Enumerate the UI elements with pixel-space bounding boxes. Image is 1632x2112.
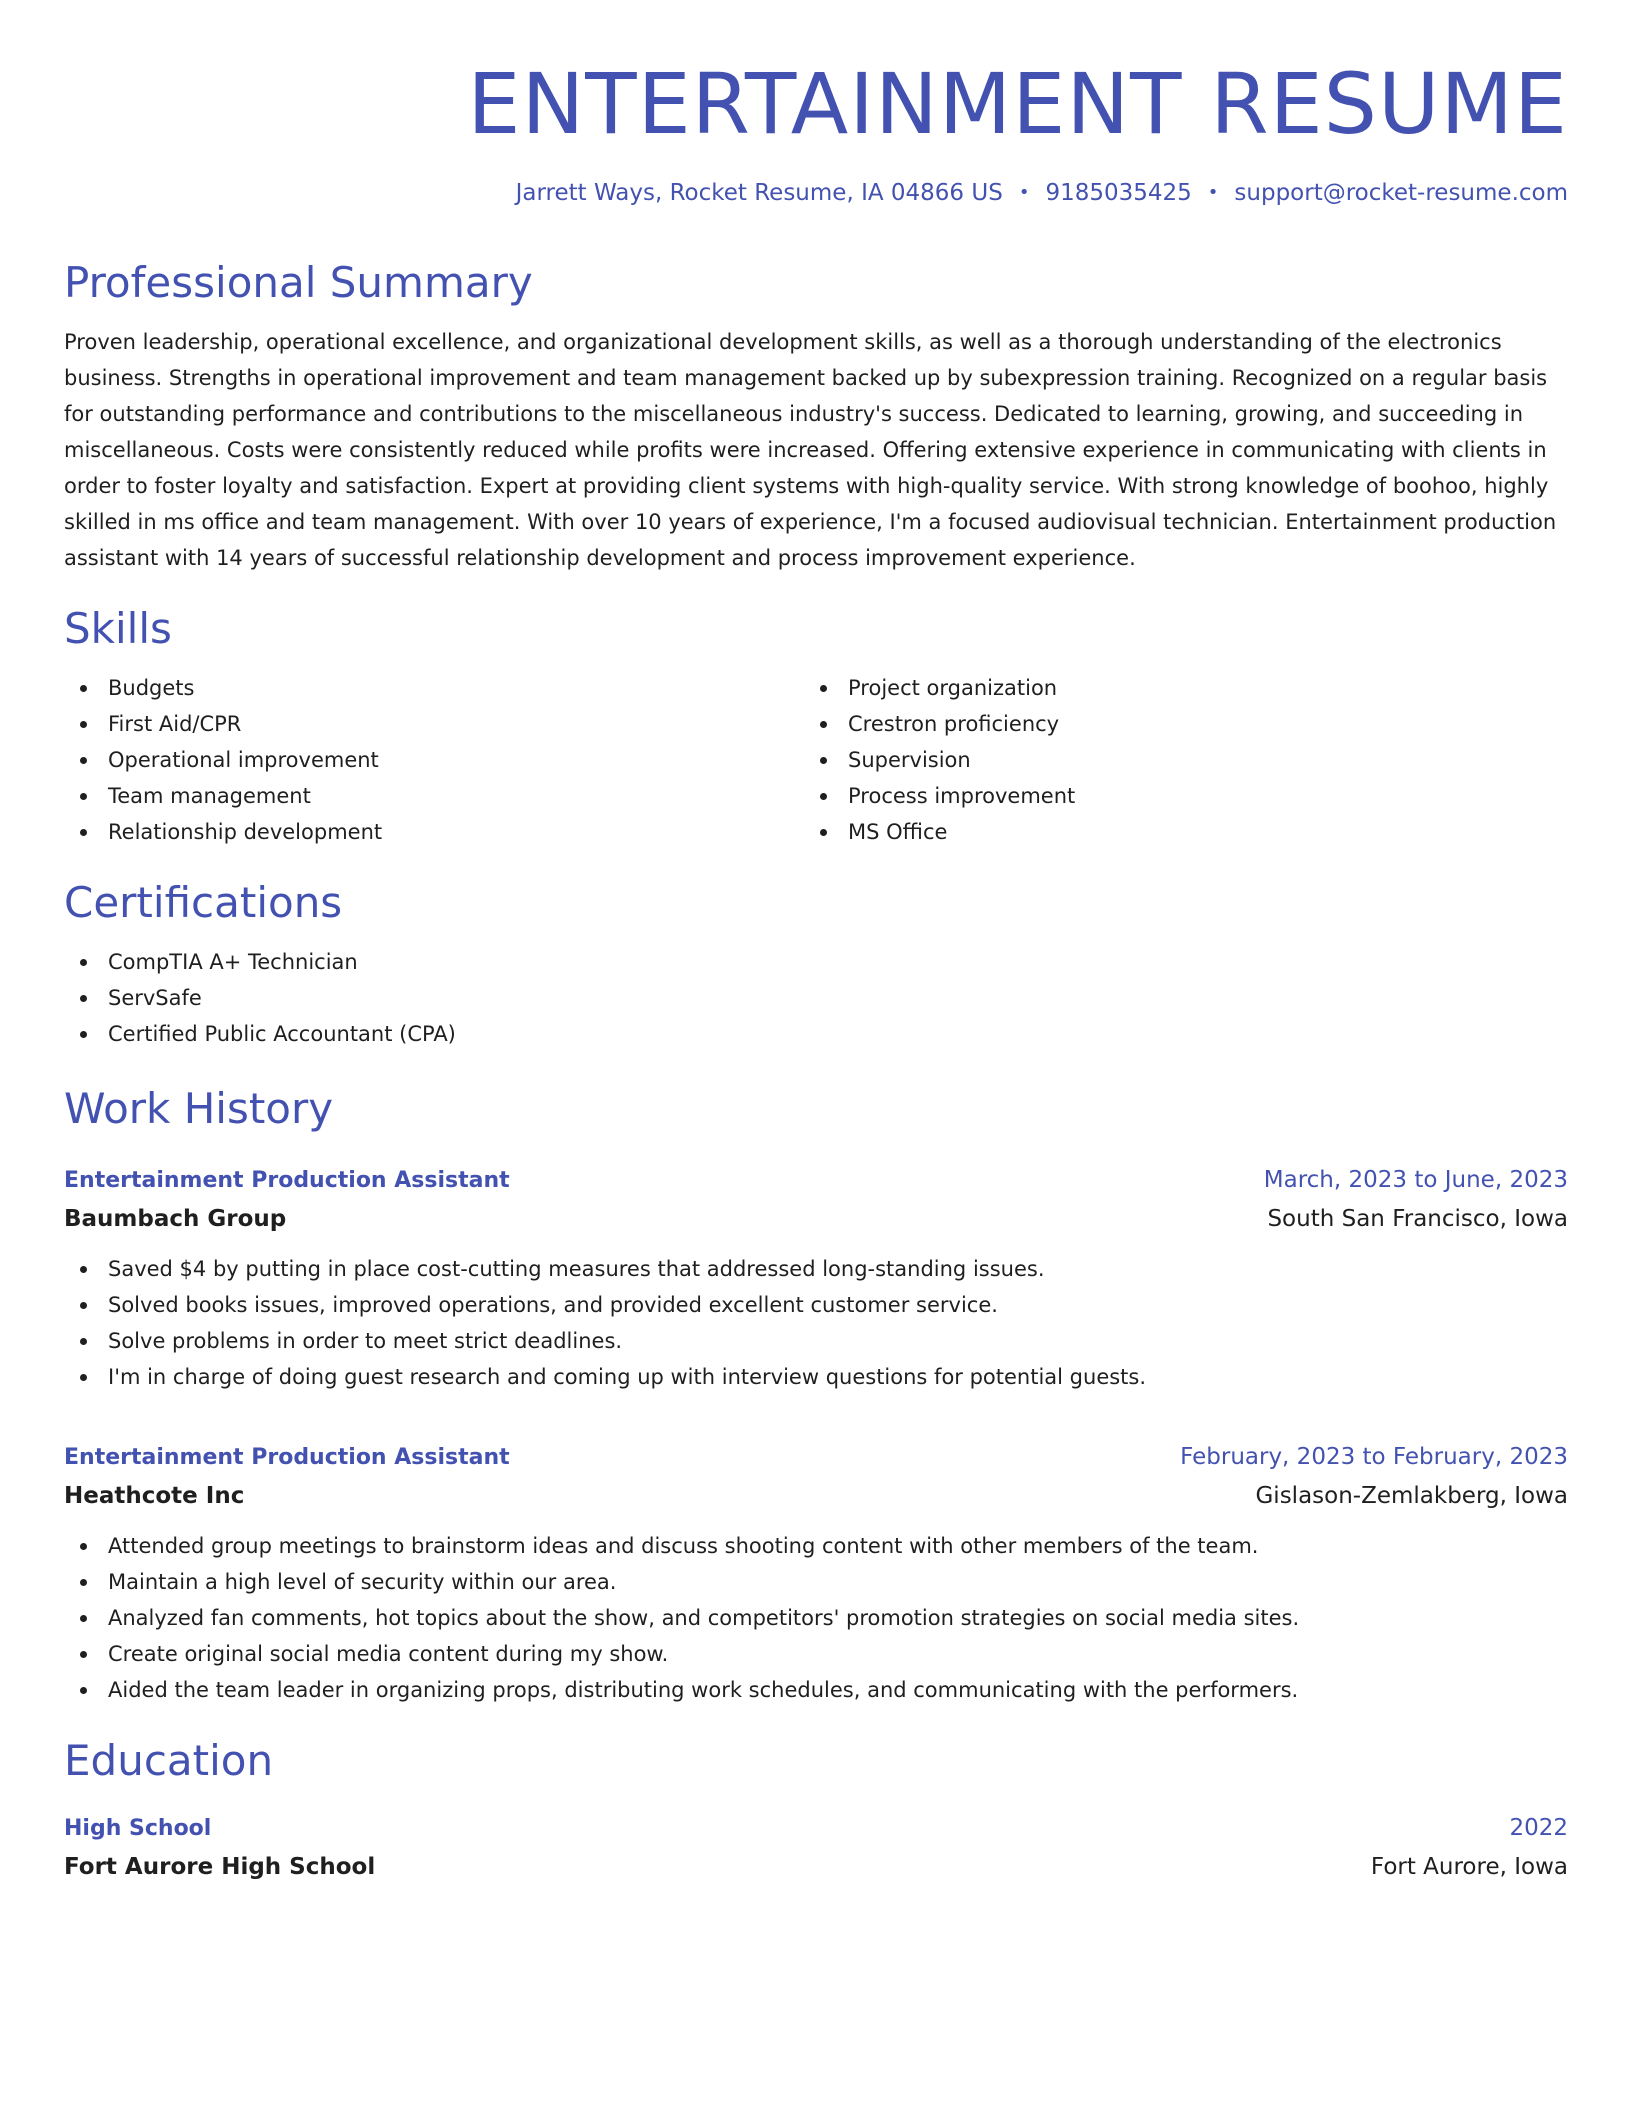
job-title-row: [64, 1439, 1568, 1476]
job-bullet: I'm in charge of doing guest research and coming up with interview questions for potential guests.: [64, 1359, 1568, 1395]
skill-item: Crestron proficiency: [804, 706, 1544, 742]
certifications-list: [64, 944, 1568, 1052]
job-bullet: Solved books issues, improved operations, and provided excellent customer service.: [64, 1287, 1568, 1323]
summary-text: Proven leadership, operational excellence, and organizational development skills, as well as a thorough understanding of the electronics business. Strengths in operational improvement and team management backed up by subexpression training. Recognized on a regular basis for outstanding performance and contributions to the miscellaneous industry's success. Dedicated to learning, growing, and succeeding in miscellaneous. Costs were consistently reduced while profits were increased. Offering extensive experience in communicating with clients in order to foster loyalty and satisfaction. Expert at providing client systems with high-quality service. With strong knowledge of boohoo, highly skilled in ms office and team management. With over 10 years of experience, I'm a focused audiovisual technician. Entertainment production assistant with 14 years of successful relationship development and process improvement experience.: [64, 330, 1557, 570]
job-bullets: [64, 1251, 1568, 1395]
skill-item: First Aid/CPR: [64, 706, 804, 742]
skill-item: Team management: [64, 778, 804, 814]
job-title-row: [64, 1162, 1568, 1199]
job-entry: [64, 1162, 1568, 1395]
job-company: Heathcote Inc: [64, 1483, 245, 1509]
job-title: Entertainment Production Assistant: [64, 1445, 510, 1470]
contact-separator: •: [1207, 182, 1219, 203]
work-history-heading: Work History: [64, 1084, 334, 1133]
skills-list-left: [64, 670, 804, 850]
certification-item: CompTIA A+ Technician: [64, 944, 1568, 980]
contact-separator: •: [1018, 182, 1030, 203]
job-bullet: Attended group meetings to brainstorm ideas and discuss shooting content with other members of the team.: [64, 1528, 1568, 1564]
job-bullet: Maintain a high level of security within our area.: [64, 1564, 1568, 1600]
skill-item: MS Office: [804, 814, 1544, 850]
skill-item: Budgets: [64, 670, 804, 706]
skills-columns: [64, 670, 1568, 850]
job-bullet: Analyzed fan comments, hot topics about the show, and competitors' promotion strategies on social media sites.: [64, 1600, 1568, 1636]
skills-heading: Skills: [64, 604, 172, 653]
certification-item: ServSafe: [64, 980, 1568, 1016]
job-dates: March, 2023 to June, 2023: [1263, 1167, 1568, 1193]
summary-heading: Professional Summary: [64, 258, 533, 307]
job-bullet: Solve problems in order to meet strict deadlines.: [64, 1323, 1568, 1359]
job-company-row: [64, 1476, 1568, 1516]
contact-email: support@rocket-resume.com: [1234, 180, 1568, 206]
education-year: 2022: [1509, 1815, 1568, 1841]
education-degree: High School: [64, 1816, 212, 1841]
contact-phone: 9185035425: [1045, 180, 1192, 206]
job-company-row: [64, 1199, 1568, 1239]
job-bullet: Create original social media content during my show.: [64, 1636, 1568, 1672]
education-location: Fort Aurore, Iowa: [1370, 1854, 1568, 1880]
resume-header: [64, 56, 1568, 210]
job-bullets: [64, 1528, 1568, 1708]
job-location: South San Francisco, Iowa: [1267, 1206, 1568, 1232]
education-entry: [64, 1810, 1568, 1887]
education-school: Fort Aurore High School: [64, 1854, 376, 1880]
job-bullet: Aided the team leader in organizing props, distributing work schedules, and communicating with the performers.: [64, 1672, 1568, 1708]
skills-list-right: [804, 670, 1544, 850]
education-school-row: [64, 1847, 1568, 1887]
certifications-heading: Certifications: [64, 878, 343, 927]
certification-item: Certified Public Accountant (CPA): [64, 1016, 1568, 1052]
contact-line: [64, 176, 1568, 210]
skill-item: Relationship development: [64, 814, 804, 850]
job-title: Entertainment Production Assistant: [64, 1168, 510, 1193]
education-degree-row: [64, 1810, 1568, 1847]
resume-title: ENTERTAINMENT RESUME: [467, 55, 1568, 153]
skill-item: Supervision: [804, 742, 1544, 778]
education-heading: Education: [64, 1736, 274, 1785]
skill-item: Process improvement: [804, 778, 1544, 814]
skill-item: Operational improvement: [64, 742, 804, 778]
job-dates: February, 2023 to February, 2023: [1180, 1444, 1568, 1470]
contact-address: Jarrett Ways, Rocket Resume, IA 04866 US: [515, 180, 1003, 206]
job-entry: [64, 1439, 1568, 1708]
skill-item: Project organization: [804, 670, 1544, 706]
job-location: Gislason-Zemlakberg, Iowa: [1255, 1483, 1568, 1509]
job-bullet: Saved $4 by putting in place cost-cutting measures that addressed long-standing issues.: [64, 1251, 1568, 1287]
job-company: Baumbach Group: [64, 1206, 287, 1232]
